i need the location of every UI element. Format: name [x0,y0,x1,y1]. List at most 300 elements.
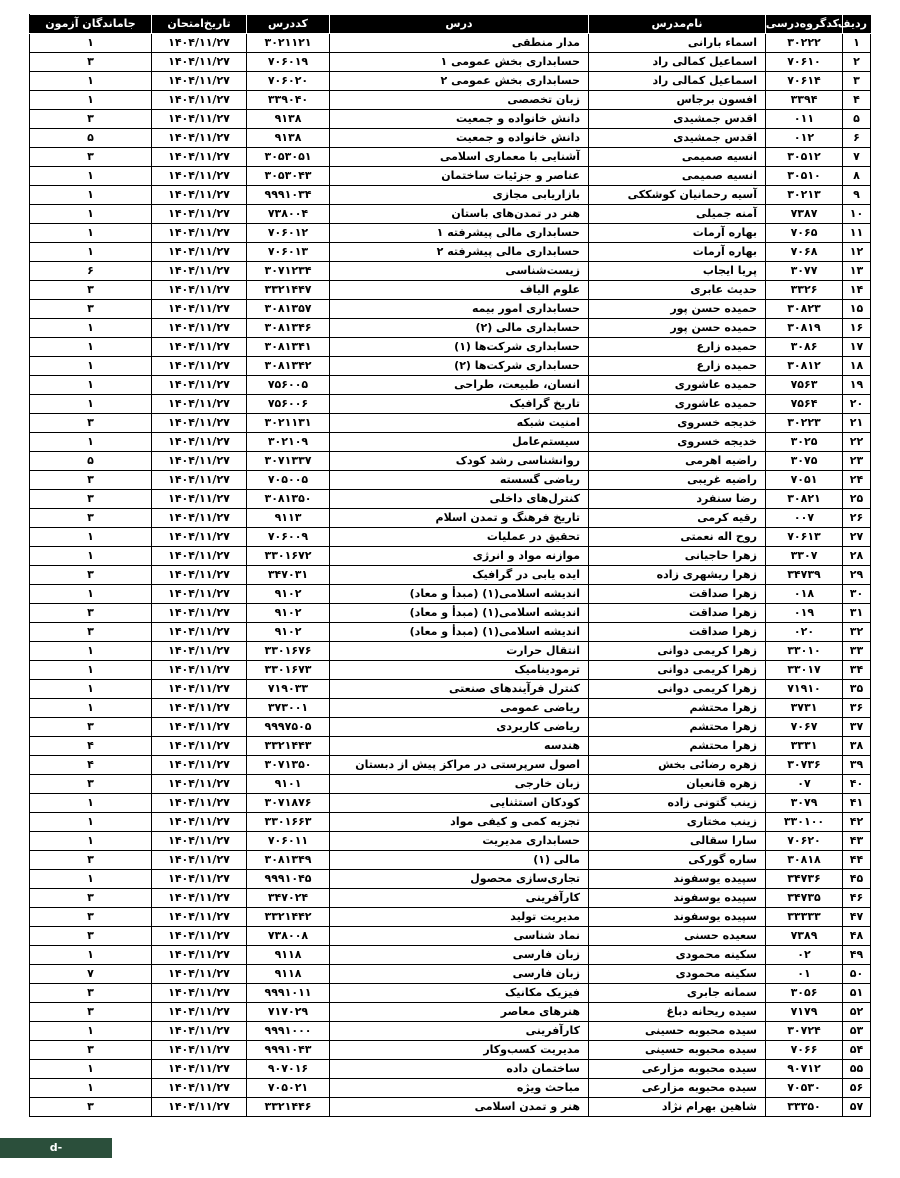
cell-exam-date: ۱۴۰۴/۱۱/۲۷ [152,908,247,927]
table-row [30,1079,871,1098]
cell-absentees: ۳ [30,908,152,927]
cell-absentees: ۴ [30,737,152,756]
cell-group-code: ۳۰۷۵ [766,452,843,471]
cell-exam-date: ۱۴۰۴/۱۱/۲۷ [152,984,247,1003]
cell-exam-date: ۱۴۰۴/۱۱/۲۷ [152,870,247,889]
table-row [30,433,871,452]
cell-exam-date: ۱۴۰۴/۱۱/۲۷ [152,414,247,433]
cell-course-code: ۹۱۱۸ [247,965,330,984]
table-header-row [30,15,871,34]
cell-row-number: ۴ [843,91,871,110]
cell-course: اندیشه اسلامی(۱) (مبدأ و معاد) [330,604,589,623]
cell-group-code: ۳۰۵۶ [766,984,843,1003]
cell-row-number: ۴۲ [843,813,871,832]
cell-group-code: ۷۵۶۴ [766,395,843,414]
cell-row-number: ۴۷ [843,908,871,927]
cell-course-code: ۹۱۳۸ [247,129,330,148]
cell-absentees: ۳ [30,490,152,509]
cell-group-code: ۳۰۸۲۱ [766,490,843,509]
cell-absentees: ۱ [30,167,152,186]
cell-exam-date: ۱۴۰۴/۱۱/۲۷ [152,319,247,338]
cell-course-code: ۷۰۵۰۲۱ [247,1079,330,1098]
table-row [30,604,871,623]
cell-group-code: ۳۳۰۱۷ [766,661,843,680]
cell-group-code: ۷۰۶۱۴ [766,72,843,91]
cell-teacher-name: ساره گورکی [589,851,766,870]
cell-course: حسابداری امور بیمه [330,300,589,319]
cell-absentees: ۱ [30,205,152,224]
cell-absentees: ۳ [30,471,152,490]
table-row [30,547,871,566]
cell-course-code: ۳۰۲۱۱۳۱ [247,414,330,433]
cell-row-number: ۵۷ [843,1098,871,1117]
cell-teacher-name: حمیده حسن پور [589,300,766,319]
cell-absentees: ۳ [30,110,152,129]
cell-absentees: ۱ [30,870,152,889]
table-row [30,623,871,642]
cell-group-code: ۳۰۸۱۹ [766,319,843,338]
table-row [30,889,871,908]
cell-row-number: ۴۵ [843,870,871,889]
cell-course: اندیشه اسلامی(۱) (مبدأ و معاد) [330,623,589,642]
cell-group-code: ۳۰۸۱۸ [766,851,843,870]
cell-exam-date: ۱۴۰۴/۱۱/۲۷ [152,110,247,129]
table-row [30,832,871,851]
cell-row-number: ۳ [843,72,871,91]
cell-absentees: ۱ [30,357,152,376]
cell-course: ریاضی عمومی [330,699,589,718]
cell-exam-date: ۱۴۰۴/۱۱/۲۷ [152,471,247,490]
cell-course: زبان تخصصی [330,91,589,110]
cell-absentees: ۱ [30,946,152,965]
cell-row-number: ۳۴ [843,661,871,680]
cell-teacher-name: زهره رضائی بخش [589,756,766,775]
cell-group-code: ۰۱ [766,965,843,984]
cell-teacher-name: حمیده عاشوری [589,395,766,414]
cell-teacher-name: انسیه صمیمی [589,148,766,167]
cell-row-number: ۱۴ [843,281,871,300]
cell-row-number: ۱۹ [843,376,871,395]
cell-course-code: ۹۹۹۱۰۴۵ [247,870,330,889]
header-group-code: کدگروه‌درسی [766,15,843,34]
cell-row-number: ۳۳ [843,642,871,661]
table-row [30,338,871,357]
table-row [30,794,871,813]
cell-course-code: ۳۰۸۱۳۵۷ [247,300,330,319]
cell-teacher-name: سکینه محمودی [589,965,766,984]
cell-course: مدیریت کسب‌وکار [330,1041,589,1060]
cell-course-code: ۳۳۰۱۶۷۶ [247,642,330,661]
header-course-code: کددرس [247,15,330,34]
cell-group-code: ۷۵۶۳ [766,376,843,395]
cell-teacher-name: راضیه غریبی [589,471,766,490]
cell-absentees: ۵ [30,129,152,148]
cell-group-code: ۳۰۷۳۶ [766,756,843,775]
cell-course-code: ۳۰۷۱۲۳۴ [247,262,330,281]
cell-group-code: ۳۰۲۵ [766,433,843,452]
table-row [30,262,871,281]
cell-absentees: ۳ [30,623,152,642]
cell-course-code: ۳۳۹۰۴۰ [247,91,330,110]
cell-row-number: ۳۷ [843,718,871,737]
cell-exam-date: ۱۴۰۴/۱۱/۲۷ [152,167,247,186]
cell-absentees: ۱ [30,433,152,452]
header-course: درس [330,15,589,34]
cell-absentees: ۳ [30,414,152,433]
cell-absentees: ۱ [30,186,152,205]
cell-teacher-name: اسماء بارانی [589,34,766,53]
cell-course-code: ۷۰۵۰۰۵ [247,471,330,490]
table-row [30,908,871,927]
cell-teacher-name: اسماعیل کمالی راد [589,53,766,72]
table-row [30,566,871,585]
cell-row-number: ۵۳ [843,1022,871,1041]
cell-exam-date: ۱۴۰۴/۱۱/۲۷ [152,623,247,642]
cell-absentees: ۱ [30,1060,152,1079]
cell-exam-date: ۱۴۰۴/۱۱/۲۷ [152,946,247,965]
cell-group-code: ۳۳۰۷ [766,547,843,566]
cell-teacher-name: آمنه جمیلی [589,205,766,224]
cell-teacher-name: حمیده زارع [589,357,766,376]
cell-teacher-name: زهرا صداقت [589,585,766,604]
cell-exam-date: ۱۴۰۴/۱۱/۲۷ [152,129,247,148]
cell-group-code: ۳۰۵۱۲ [766,148,843,167]
table-row [30,300,871,319]
cell-teacher-name: حمیده عاشوری [589,376,766,395]
cell-course: مالی (۱) [330,851,589,870]
cell-teacher-name: زینب مختاری [589,813,766,832]
cell-group-code: ۰۷ [766,775,843,794]
cell-absentees: ۱ [30,642,152,661]
cell-teacher-name: بهاره آرمات [589,224,766,243]
cell-row-number: ۱ [843,34,871,53]
table-row [30,680,871,699]
cell-teacher-name: اقدس جمشیدی [589,110,766,129]
cell-exam-date: ۱۴۰۴/۱۱/۲۷ [152,376,247,395]
cell-group-code: ۳۴۷۳۹ [766,566,843,585]
header-exam-date: تاریخ‌امتحان [152,15,247,34]
cell-absentees: ۱ [30,243,152,262]
cell-course: مدار منطقی [330,34,589,53]
cell-course-code: ۹۱۰۱ [247,775,330,794]
cell-absentees: ۳ [30,984,152,1003]
cell-course: علوم الیاف [330,281,589,300]
cell-row-number: ۵۱ [843,984,871,1003]
cell-absentees: ۱ [30,1079,152,1098]
cell-group-code: ۷۱۹۱۰ [766,680,843,699]
cell-teacher-name: سپیده یوسفوند [589,870,766,889]
cell-course: حسابداری بخش عمومی ۱ [330,53,589,72]
cell-course: حسابداری مالی پیشرفته ۲ [330,243,589,262]
table-row [30,737,871,756]
cell-exam-date: ۱۴۰۴/۱۱/۲۷ [152,699,247,718]
cell-exam-date: ۱۴۰۴/۱۱/۲۷ [152,1098,247,1117]
cell-teacher-name: اقدس جمشیدی [589,129,766,148]
cell-teacher-name: سیده ریحانه دباغ [589,1003,766,1022]
cell-group-code: ۹۰۷۱۲ [766,1060,843,1079]
table-row [30,34,871,53]
cell-course-code: ۹۹۹۱۰۳۴ [247,186,330,205]
cell-course: زبان فارسی [330,965,589,984]
cell-course-code: ۷۵۶۰۰۶ [247,395,330,414]
cell-group-code: ۷۰۶۸ [766,243,843,262]
table-row [30,357,871,376]
cell-course: تجزیه کمی و کیفی مواد [330,813,589,832]
cell-teacher-name: اسماعیل کمالی راد [589,72,766,91]
cell-row-number: ۵۴ [843,1041,871,1060]
cell-teacher-name: انسیه صمیمی [589,167,766,186]
table-row [30,72,871,91]
cell-course-code: ۹۱۱۳ [247,509,330,528]
cell-course-code: ۷۱۹۰۳۳ [247,680,330,699]
cell-exam-date: ۱۴۰۴/۱۱/۲۷ [152,1041,247,1060]
cell-group-code: ۳۴۷۳۶ [766,870,843,889]
cell-row-number: ۲۴ [843,471,871,490]
cell-course-code: ۷۰۶۰۱۲ [247,224,330,243]
cell-teacher-name: خدیجه خسروی [589,433,766,452]
header-teacher-name: نام‌مدرس [589,15,766,34]
cell-absentees: ۱ [30,72,152,91]
cell-course: اندیشه اسلامی(۱) (مبدأ و معاد) [330,585,589,604]
cell-exam-date: ۱۴۰۴/۱۱/۲۷ [152,661,247,680]
cell-teacher-name: سیده محبوبه مزارعی [589,1079,766,1098]
cell-row-number: ۹ [843,186,871,205]
cell-group-code: ۳۰۸۶ [766,338,843,357]
cell-teacher-name: زهرا صداقت [589,604,766,623]
cell-course-code: ۳۰۵۳۰۴۳ [247,167,330,186]
cell-course: هنرهای معاصر [330,1003,589,1022]
cell-row-number: ۲۰ [843,395,871,414]
table-row [30,1041,871,1060]
exam-absentees-sheet [29,14,870,1117]
cell-teacher-name: رضا سنفرد [589,490,766,509]
cell-course-code: ۳۰۸۱۳۴۶ [247,319,330,338]
cell-course-code: ۳۰۵۳۰۵۱ [247,148,330,167]
cell-course-code: ۳۷۳۰۰۱ [247,699,330,718]
table-row [30,509,871,528]
cell-absentees: ۱ [30,813,152,832]
cell-course-code: ۷۱۷۰۲۹ [247,1003,330,1022]
cell-absentees: ۳ [30,300,152,319]
cell-group-code: ۷۰۶۱۰ [766,53,843,72]
cell-group-code: ۳۳۳۳۳ [766,908,843,927]
cell-row-number: ۱۱ [843,224,871,243]
table-row [30,91,871,110]
cell-exam-date: ۱۴۰۴/۱۱/۲۷ [152,1022,247,1041]
cell-course-code: ۹۹۹۱۰۰۰ [247,1022,330,1041]
cell-course: کنترل فرآیندهای صنعتی [330,680,589,699]
cell-teacher-name: سمانه جابری [589,984,766,1003]
table-row [30,110,871,129]
cell-row-number: ۱۷ [843,338,871,357]
cell-group-code: ۷۰۶۶ [766,1041,843,1060]
cell-group-code: ۳۳۳۱ [766,737,843,756]
cell-exam-date: ۱۴۰۴/۱۱/۲۷ [152,927,247,946]
cell-exam-date: ۱۴۰۴/۱۱/۲۷ [152,680,247,699]
table-row [30,661,871,680]
cell-group-code: ۳۰۲۲۳ [766,414,843,433]
cell-row-number: ۴۹ [843,946,871,965]
cell-teacher-name: آسیه رحمانیان کوشککی [589,186,766,205]
cell-row-number: ۱۰ [843,205,871,224]
table-row [30,984,871,1003]
cell-absentees: ۱ [30,547,152,566]
cell-teacher-name: حمیده حسن پور [589,319,766,338]
table-row [30,851,871,870]
cell-absentees: ۱ [30,585,152,604]
cell-absentees: ۱ [30,376,152,395]
cell-row-number: ۲۸ [843,547,871,566]
cell-row-number: ۴۱ [843,794,871,813]
cell-course: کارآفرینی [330,1022,589,1041]
cell-teacher-name: زهرا محتشم [589,699,766,718]
cell-course: انسان، طبیعت، طراحی [330,376,589,395]
cell-course: حسابداری مالی پیشرفته ۱ [330,224,589,243]
cell-course: انتقال حرارت [330,642,589,661]
cell-course-code: ۹۹۹۱۰۱۱ [247,984,330,1003]
cell-absentees: ۱ [30,224,152,243]
cell-exam-date: ۱۴۰۴/۱۱/۲۷ [152,509,247,528]
cell-absentees: ۱ [30,832,152,851]
cell-group-code: ۰۲ [766,946,843,965]
cell-teacher-name: سپیده یوسفوند [589,908,766,927]
cell-course: تاریخ گرافیک [330,395,589,414]
cell-teacher-name: سیده محبوبه حسینی [589,1041,766,1060]
cell-row-number: ۴۳ [843,832,871,851]
cell-exam-date: ۱۴۰۴/۱۱/۲۷ [152,965,247,984]
cell-row-number: ۵۲ [843,1003,871,1022]
cell-group-code: ۰۱۹ [766,604,843,623]
cell-course: تاریخ فرهنگ و تمدن اسلام [330,509,589,528]
cell-course: هنر در تمدن‌های باستان [330,205,589,224]
table-row [30,129,871,148]
cell-exam-date: ۱۴۰۴/۱۱/۲۷ [152,205,247,224]
cell-course: حسابداری شرکت‌ها (۲) [330,357,589,376]
cell-absentees: ۳ [30,509,152,528]
cell-course-code: ۳۳۰۱۶۶۳ [247,813,330,832]
cell-absentees: ۳ [30,53,152,72]
cell-row-number: ۲۹ [843,566,871,585]
cell-group-code: ۳۰۷۲۴ [766,1022,843,1041]
cell-course: ترمودینامیک [330,661,589,680]
cell-absentees: ۱ [30,699,152,718]
cell-exam-date: ۱۴۰۴/۱۱/۲۷ [152,433,247,452]
cell-row-number: ۳۲ [843,623,871,642]
cell-course-code: ۳۴۷۰۲۴ [247,889,330,908]
cell-course-code: ۹۱۰۲ [247,623,330,642]
cell-row-number: ۲۱ [843,414,871,433]
cell-absentees: ۳ [30,927,152,946]
cell-exam-date: ۱۴۰۴/۱۱/۲۷ [152,528,247,547]
cell-group-code: ۳۳۹۴ [766,91,843,110]
cell-course: اصول سرپرستی در مراکز پیش از دبستان [330,756,589,775]
header-row-number: ردیف [843,15,871,34]
cell-absentees: ۳ [30,1098,152,1117]
table-row [30,414,871,433]
cell-exam-date: ۱۴۰۴/۱۱/۲۷ [152,832,247,851]
cell-course: حسابداری مدیریت [330,832,589,851]
table-row [30,471,871,490]
cell-row-number: ۱۸ [843,357,871,376]
cell-row-number: ۳۰ [843,585,871,604]
cell-absentees: ۱ [30,91,152,110]
cell-exam-date: ۱۴۰۴/۱۱/۲۷ [152,737,247,756]
cell-absentees: ۴ [30,756,152,775]
cell-group-code: ۷۰۵۳۰ [766,1079,843,1098]
cell-teacher-name: سپیده یوسفوند [589,889,766,908]
table-row [30,813,871,832]
cell-absentees: ۳ [30,566,152,585]
cell-exam-date: ۱۴۰۴/۱۱/۲۷ [152,357,247,376]
cell-absentees: ۱ [30,319,152,338]
cell-course-code: ۷۰۶۰۱۳ [247,243,330,262]
cell-exam-date: ۱۴۰۴/۱۱/۲۷ [152,72,247,91]
cell-teacher-name: زهرا کریمی دوانی [589,680,766,699]
cell-teacher-name: رقیه کرمی [589,509,766,528]
cell-exam-date: ۱۴۰۴/۱۱/۲۷ [152,547,247,566]
cell-course: روانشناسی رشد کودک [330,452,589,471]
cell-course: حسابداری مالی (۲) [330,319,589,338]
cell-course-code: ۳۳۰۱۶۷۲ [247,547,330,566]
cell-absentees: ۷ [30,965,152,984]
cell-absentees: ۳ [30,1041,152,1060]
cell-row-number: ۲۲ [843,433,871,452]
cell-exam-date: ۱۴۰۴/۱۱/۲۷ [152,300,247,319]
cell-row-number: ۷ [843,148,871,167]
cell-row-number: ۱۳ [843,262,871,281]
cell-group-code: ۷۱۷۹ [766,1003,843,1022]
cell-course: مباحث ویژه [330,1079,589,1098]
cell-exam-date: ۱۴۰۴/۱۱/۲۷ [152,148,247,167]
cell-exam-date: ۱۴۰۴/۱۱/۲۷ [152,851,247,870]
cell-course-code: ۳۳۲۱۴۴۳ [247,737,330,756]
cell-course-code: ۳۰۲۱۱۲۱ [247,34,330,53]
cell-course-code: ۷۰۶۰۰۹ [247,528,330,547]
cell-row-number: ۴۴ [843,851,871,870]
cell-absentees: ۱ [30,34,152,53]
cell-course: تجاری‌سازی محصول [330,870,589,889]
cell-group-code: ۰۱۱ [766,110,843,129]
cell-teacher-name: سعیده حسنی [589,927,766,946]
cell-course: ایده یابی در گرافیک [330,566,589,585]
cell-course: امنیت شبکه [330,414,589,433]
cell-course-code: ۳۳۲۱۴۴۶ [247,1098,330,1117]
table-row [30,1003,871,1022]
table-row [30,528,871,547]
cell-course: حسابداری بخش عمومی ۲ [330,72,589,91]
cell-course-code: ۳۴۷۰۳۱ [247,566,330,585]
table-row [30,281,871,300]
cell-row-number: ۳۵ [843,680,871,699]
cell-course: دانش خانواده و جمعیت [330,129,589,148]
cell-teacher-name: زهره قانعیان [589,775,766,794]
cell-absentees: ۳ [30,889,152,908]
table-row [30,319,871,338]
cell-exam-date: ۱۴۰۴/۱۱/۲۷ [152,794,247,813]
cell-course: دانش خانواده و جمعیت [330,110,589,129]
table-row [30,1060,871,1079]
cell-course: زیست‌شناسی [330,262,589,281]
cell-absentees: ۳ [30,1003,152,1022]
cell-course: هنر و تمدن اسلامی [330,1098,589,1117]
cell-teacher-name: سارا سقالی [589,832,766,851]
cell-row-number: ۴۸ [843,927,871,946]
cell-exam-date: ۱۴۰۴/۱۱/۲۷ [152,395,247,414]
cell-absentees: ۱ [30,338,152,357]
cell-course-code: ۹۱۰۲ [247,604,330,623]
cell-row-number: ۵۶ [843,1079,871,1098]
cell-course-code: ۷۳۸۰۰۸ [247,927,330,946]
